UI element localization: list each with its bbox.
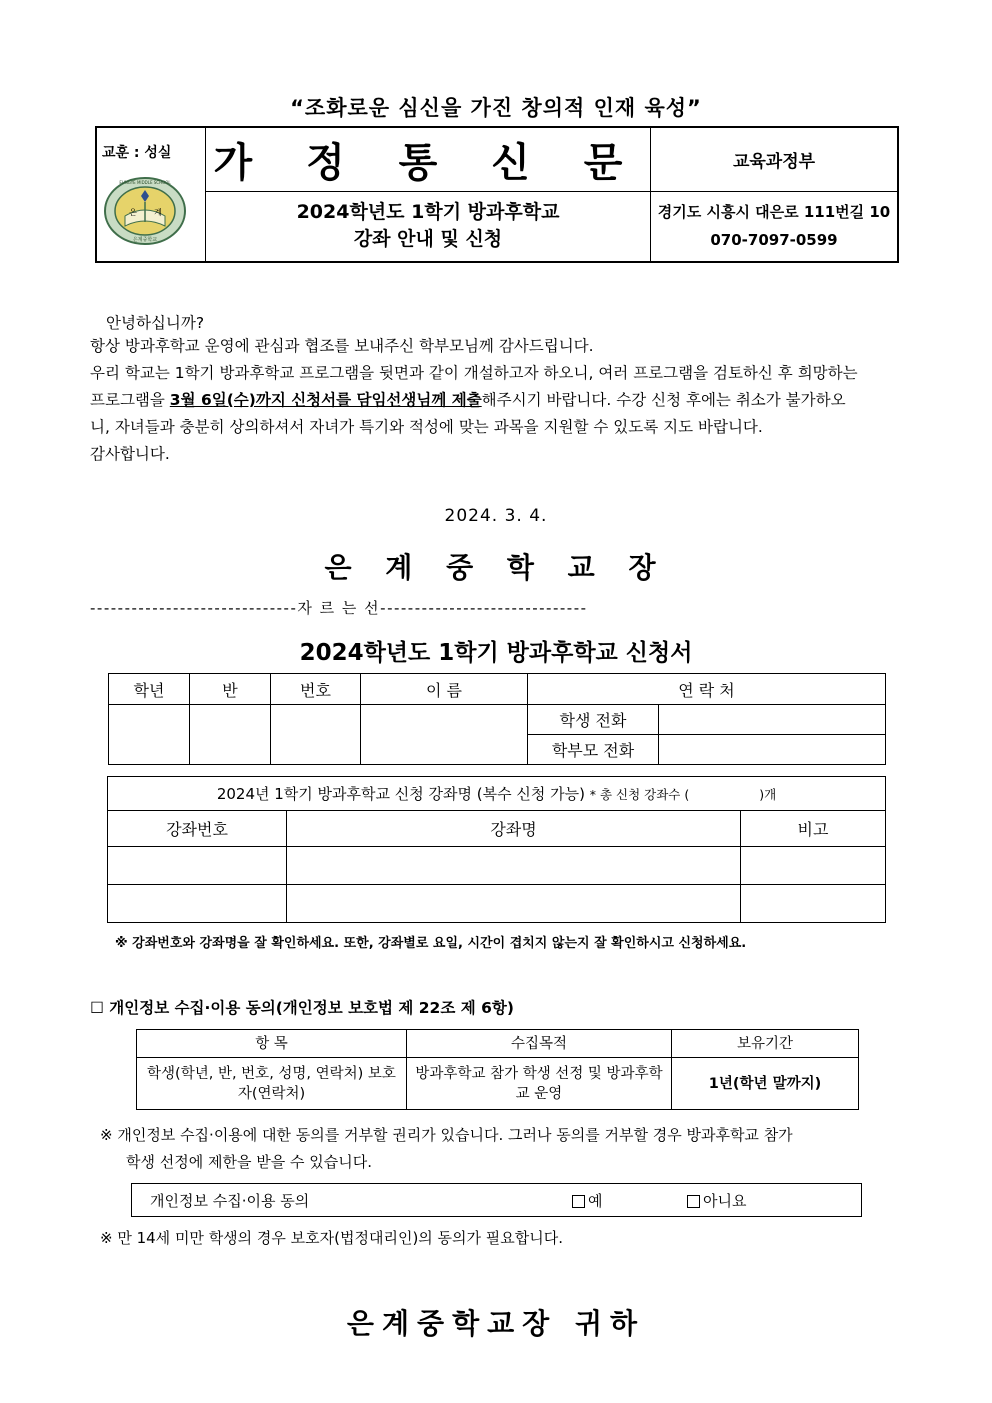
letter-line-3 [90, 387, 905, 414]
header-number: 번호 [271, 674, 361, 705]
student-phone-label: 학생 전화 [528, 705, 659, 735]
letter-line-1: 항상 방과후학교 운영에 관심과 협조를 보내주신 학부모님께 감사드립니다. [90, 337, 594, 355]
class-field[interactable] [190, 705, 271, 765]
school-contact [651, 191, 899, 262]
department: 교육과정부 [651, 127, 899, 191]
header-course-name: 강좌명 [287, 811, 741, 847]
minor-note: ※ 만 14세 미만 학생의 경우 보호자(법정대리인)의 동의가 필요합니다. [100, 1229, 564, 1247]
grade-field[interactable] [109, 705, 190, 765]
cut-line-left: ------------------------------ [90, 599, 298, 617]
course-note: ※ 강좌번호와 강좌명을 잘 확인하세요. 또한, 강좌별로 요일, 시간이 겹치지 않는지 잘 확인하시고 신청하세요. [115, 936, 747, 951]
letter-title-cell [206, 127, 651, 191]
consent-yes-label: 예 [588, 1192, 603, 1210]
privacy-title: ☐ 개인정보 수집·이용 동의(개인정보 보호법 제 22조 제 6항) [90, 999, 514, 1017]
letter-date: 2024. 3. 4. [444, 506, 548, 526]
emblem-left-char: 은 [129, 208, 137, 217]
footer-addressee: 은계중학교장 귀하 [346, 1307, 646, 1340]
letter-title: 가 정 통 신 문 [213, 139, 643, 186]
header-course-number: 강좌번호 [108, 811, 287, 847]
emblem-right-char: 계 [154, 208, 162, 217]
subtitle-line-2: 강좌 안내 및 신청 [353, 228, 503, 251]
cut-line-right: ------------------------------ [380, 599, 588, 617]
header-contact: 연 락 처 [528, 674, 886, 705]
parent-phone-label: 학부모 전화 [528, 735, 659, 765]
principal-signature: 은 계 중 학 교 장 [324, 551, 668, 584]
consent-no-label: 아니요 [703, 1192, 747, 1210]
checkbox-icon[interactable] [572, 1195, 585, 1208]
consent-label: 개인정보 수집·이용 동의 [150, 1192, 310, 1210]
header-name: 이 름 [361, 674, 528, 705]
cut-line [90, 597, 905, 618]
letter-subtitle [206, 191, 651, 262]
letterhead-table [95, 126, 899, 263]
privacy-purpose: 방과후학교 참가 학생 선정 및 방과후학교 운영 [407, 1058, 672, 1110]
form-title: 2024학년도 1학기 방과후학교 신청서 [299, 640, 693, 666]
course-name-field[interactable] [287, 885, 741, 923]
letter-line-2: 우리 학교는 1학기 방과후학교 프로그램을 뒷면과 같이 개설하고자 하오니, 여러 프로그램을 검토하신 후 희망하는 [90, 364, 858, 382]
name-field[interactable] [361, 705, 528, 765]
course-name-field[interactable] [287, 847, 741, 885]
remarks-field[interactable] [741, 885, 886, 923]
slogan: “조화로운 심신을 가진 창의적 인재 육성” [290, 96, 702, 120]
emblem-top-text: EUNGYE MIDDLE SCHOOL [119, 180, 171, 185]
student-info-table [108, 673, 886, 765]
privacy-note-line-1: ※ 개인정보 수집·이용에 대한 동의를 거부할 권리가 있습니다. 그러나 동의를 거부할 경우 방과후학교 참가 [100, 1126, 793, 1144]
header-period: 보유기간 [672, 1030, 859, 1058]
subtitle-line-1: 2024학년도 1학기 방과후학교 [296, 201, 560, 224]
privacy-period: 1년(학년 말까지) [672, 1058, 859, 1110]
emblem-bottom-text: 은계중학교 [132, 237, 158, 243]
school-motto: 교훈 : 성실 [102, 145, 172, 161]
privacy-table [136, 1029, 859, 1110]
course-heading [108, 777, 886, 811]
cut-line-label: 자 르 는 선 [297, 599, 381, 617]
course-total-label: * 총 신청 강좌수 ( [589, 787, 690, 802]
course-number-field[interactable] [108, 847, 287, 885]
letter-line-3-post: 해주시기 바랍니다. 수강 신청 후에는 취소가 불가하오 [481, 391, 846, 409]
letter-closing: 감사합니다. [90, 445, 170, 463]
letter-body [90, 333, 905, 468]
school-address: 경기도 시흥시 대은로 111번길 10 [657, 203, 891, 222]
letter-line-3-pre: 프로그램을 [90, 391, 170, 409]
header-remarks: 비고 [741, 811, 886, 847]
header-grade: 학년 [109, 674, 190, 705]
header-class: 반 [190, 674, 271, 705]
parent-phone-field[interactable] [659, 735, 886, 765]
course-heading-text: 2024년 1학기 방과후학교 신청 강좌명 (복수 신청 가능) [216, 785, 585, 803]
school-emblem-icon [103, 176, 187, 246]
number-field[interactable] [271, 705, 361, 765]
header-purpose: 수집목적 [407, 1030, 672, 1058]
remarks-field[interactable] [741, 847, 886, 885]
course-total-unit: )개 [759, 787, 777, 802]
deadline-emphasis: 3월 6일(수)까지 신청서를 담임선생님께 제출 [169, 391, 482, 409]
header-item: 항 목 [137, 1030, 407, 1058]
course-table [107, 776, 886, 923]
consent-yes[interactable] [572, 1190, 603, 1211]
letter-line-4: 니, 자녀들과 충분히 상의하셔서 자녀가 특기와 적성에 맞는 과목을 지원할 수 있도록 지도 바랍니다. [90, 418, 763, 436]
consent-no[interactable] [687, 1190, 746, 1211]
checkbox-icon[interactable] [687, 1195, 700, 1208]
privacy-item: 학생(학년, 반, 번호, 성명, 연락처) 보호자(연락처) [137, 1058, 407, 1110]
student-phone-field[interactable] [659, 705, 886, 735]
privacy-note [100, 1122, 905, 1176]
privacy-note-line-2: 학생 선정에 제한을 받을 수 있습니다. [126, 1153, 372, 1171]
school-phone: 070-7097-0599 [710, 231, 838, 250]
course-number-field[interactable] [108, 885, 287, 923]
greeting: 안녕하십니까? [106, 314, 205, 332]
consent-box [131, 1183, 862, 1217]
